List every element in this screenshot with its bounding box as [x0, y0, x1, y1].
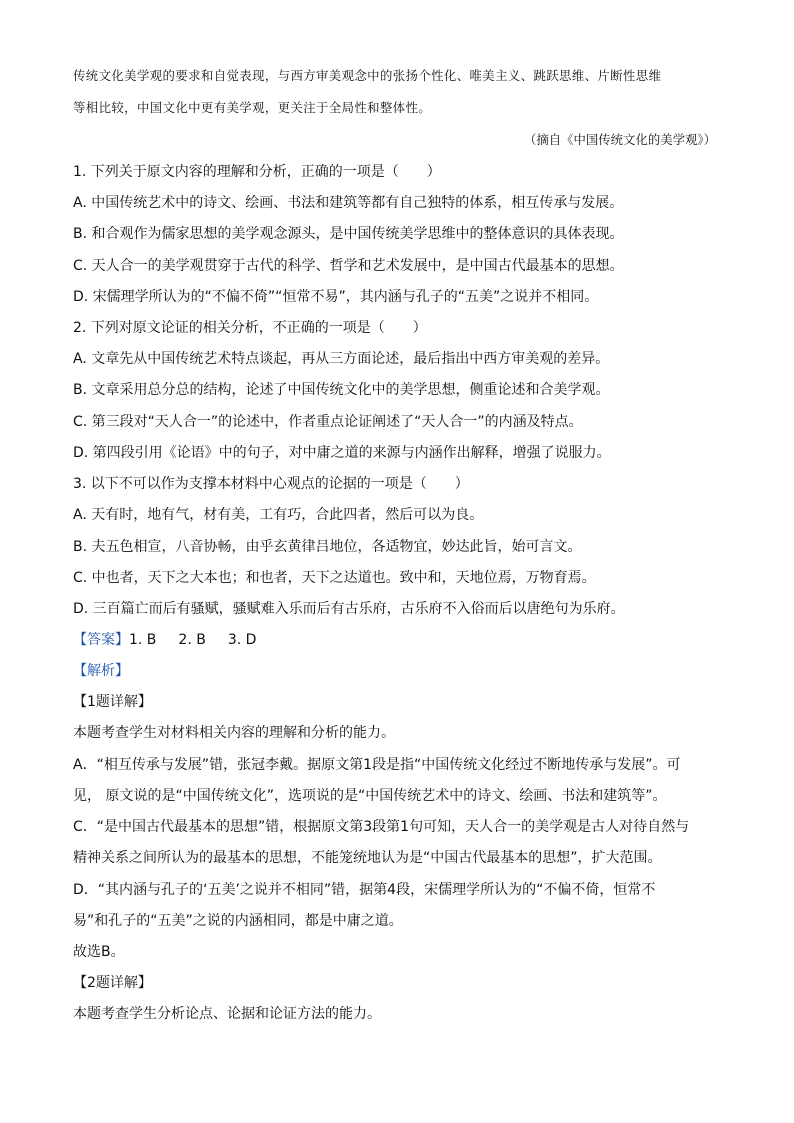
- analysis-q2-line: 本题考查学生分析论点、论据和论证方法的能力。: [73, 1006, 381, 1022]
- passage-source: （摘自《中国传统文化的美学观》）: [523, 132, 716, 147]
- question-2-option-d: D. 第四段引用《论语》中的句子，对中庸之道的来源与内涵作出解释，增强了说服力。: [73, 445, 611, 461]
- analysis-q1-line: D．“其内涵与孔子的‘五美’之说并不相同”错，据第4段，宋儒理学所认为的“不偏不倚，恒常不: [73, 882, 656, 898]
- question-2-option-b: B. 文章采用总分总的结构，论述了中国传统文化中的美学思想，侧重论述和合美学观。: [73, 382, 610, 398]
- analysis-q1-line: 精神关系之间所认为的最基本的思想，不能笼统地认为是“中国古代最基本的思想”，扩大范围。: [73, 850, 662, 866]
- answer-2: 2. B: [178, 632, 206, 648]
- question-1-option-b: B. 和合观作为儒家思想的美学观念源头，是中国传统美学思维中的整体意识的具体表现。: [73, 226, 624, 242]
- answer-1: 1. B: [129, 632, 157, 648]
- analysis-q1-line: A．“相互传承与发展”错，张冠李戴。据原文第1段是指“中国传统文化经过不断地传承与发展”。可: [73, 757, 681, 773]
- question-2-detail-header: 【2题详解】: [73, 975, 152, 991]
- question-2-option-c: C. 第三段对“天人合一”的论述中，作者重点论证阐述了“天人合一”的内涵及特点。: [73, 414, 583, 430]
- question-1-detail-header: 【1题详解】: [73, 694, 152, 710]
- analysis-label: 【解析】: [73, 663, 129, 679]
- question-1-option-a: A. 中国传统艺术中的诗文、绘画、书法和建筑等都有自己独特的体系，相互传承与发展。: [73, 195, 624, 211]
- answer-values: [129, 632, 278, 648]
- answer-row: [73, 630, 278, 650]
- passage-line-1: 传统文化美学观的要求和自觉表现，与西方审美观念中的张扬个性化、唯美主义、跳跃思维、片断性思维: [73, 68, 662, 83]
- analysis-q1-line: 易”和孔子的“五美”之说的内涵相同，都是中庸之道。: [73, 913, 403, 929]
- question-1-option-d: D. 宋儒理学所认为的“不偏不倚”“恒常不易”，其内涵与孔子的“五美”之说并不相同。: [73, 289, 599, 305]
- question-3-option-d: D. 三百篇亡而后有骚赋，骚赋难入乐而后有古乐府，古乐府不入俗而后以唐绝句为乐府。: [73, 601, 625, 617]
- answer-3: 3. D: [227, 632, 257, 648]
- question-3-stem: 3. 以下不可以作为支撑本材料中心观点的论据的一项是（ ）: [73, 476, 469, 492]
- question-3-option-c: C. 中也者，天下之大本也；和也者，天下之达道也。致中和，天地位焉，万物育焉。: [73, 570, 596, 586]
- question-1-stem: 1. 下列关于原文内容的理解和分析，正确的一项是（ ）: [73, 164, 441, 180]
- analysis-q1-line: 本题考查学生对材料相关内容的理解和分析的能力。: [73, 725, 395, 741]
- analysis-q1-conclusion: 故选B。: [73, 944, 125, 960]
- question-3-option-b: B. 夫五色相宣，八音协畅，由乎玄黄律吕地位，各适物宜，妙达此旨，始可言文。: [73, 539, 582, 555]
- question-1-option-c: C. 天人合一的美学观贯穿于古代的科学、哲学和艺术发展中，是中国古代最基本的思想。: [73, 258, 624, 274]
- analysis-q1-line: 见， 原文说的是“中国传统文化”，选项说的是“中国传统艺术中的诗文、绘画、书法和建筑等”。: [73, 788, 667, 804]
- passage-line-2: 等相比较，中国文化中更有美学观，更关注于全局性和整体性。: [73, 100, 432, 115]
- question-2-option-a: A. 文章先从中国传统艺术特点谈起，再从三方面论述，最后指出中西方审美观的差异。: [73, 351, 610, 367]
- question-2-stem: 2. 下列对原文论证的相关分析，不正确的一项是（ ）: [73, 320, 427, 336]
- answer-label: 【答案】: [73, 632, 129, 648]
- analysis-q1-line: C．“是中国古代最基本的思想”错，根据原文第3段第1句可知，天人合一的美学观是古人对待自然与: [73, 819, 690, 835]
- question-3-option-a: A. 天有时，地有气，材有美，工有巧，合此四者，然后可以为良。: [73, 507, 484, 523]
